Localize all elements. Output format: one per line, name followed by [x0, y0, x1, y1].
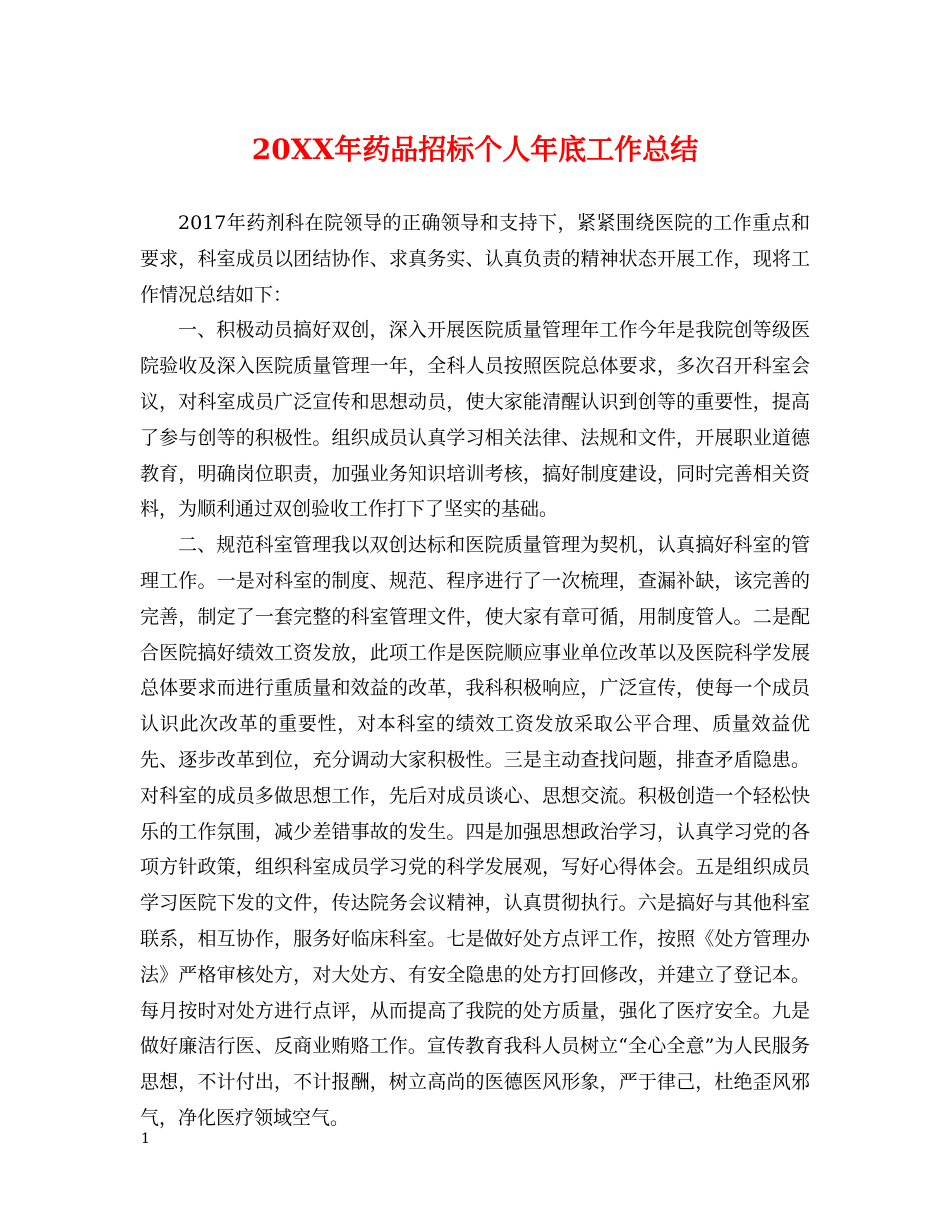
paragraph-section-one: 一、积极动员搞好双创，深入开展医院质量管理年工作今年是我院创等级医院验收及深入医院质量管理一年，全科人员按照医院总体要求，多次召开科室会议，对科室成员广泛宣传和思想动员，使大家能清醒认识到创等的重要性，提高了参与创等的积极性。组织成员认真学习相关法律、法规和文件，开展职业道德教育，明确岗位职责，加强业务知识培训考核，搞好制度建设，同时完善相关资料，为顺利通过双创验收工作打下了坚实的基础。: [140, 319, 810, 521]
paragraph-section-two: 二、规范科室管理我以双创达标和医院质量管理为契机，认真搞好科室的管理工作。一是对科室的制度、规范、程序进行了一次梳理，查漏补缺，该完善的完善，制定了一套完整的科室管理文件，使大家有章可循，用制度管人。二是配合医院搞好绩效工资发放，此项工作是医院顺应事业单位改革以及医院科学发展总体要求而进行重质量和效益的改革，我科积极响应，广泛宣传，使每一个成员认识此次改革的重要性，对本科室的绩效工资发放采取公平合理、质量效益优先、逐步改革到位，充分调动大家积极性。三是主动查找问题，排查矛盾隐患。对科室的成员多做思想工作，先后对成员谈心、思想交流。积极创造一个轻松快乐的工作氛围，减少差错事故的发生。四是加强思想政治学习，认真学习党的各项方针政策，组织科室成员学习党的科学发展观，写好心得体会。五是组织成员学习医院下发的文件，传达院务会议精神，认真贯彻执行。六是搞好与其他科室联系，相互协作，服务好临床科室。七是做好处方点评工作，按照《处方管理办法》严格审核处方，对大处方、有安全隐患的处方打回修改，并建立了登记本。每月按时对处方进行点评，从而提高了我院的处方质量，强化了医疗安全。九是做好廉洁行医、反商业贿赂工作。宣传教育我科人员树立“全心全意”为人民服务思想，不计付出，不计报酬，树立高尚的医德医风形象，严于律己，杜绝歪风邪气，净化医疗领域空气。: [140, 534, 810, 1129]
page-number: 1: [141, 1131, 150, 1147]
document-body: [140, 206, 810, 1137]
paragraph-intro: 2017年药剂科在院领导的正确领导和支持下，紧紧围绕医院的工作重点和要求，科室成员以团结协作、求真务实、认真负责的精神状态开展工作，现将工作情况总结如下：: [140, 212, 810, 306]
document-title: 20XX年药品招标个人年底工作总结: [251, 133, 699, 166]
